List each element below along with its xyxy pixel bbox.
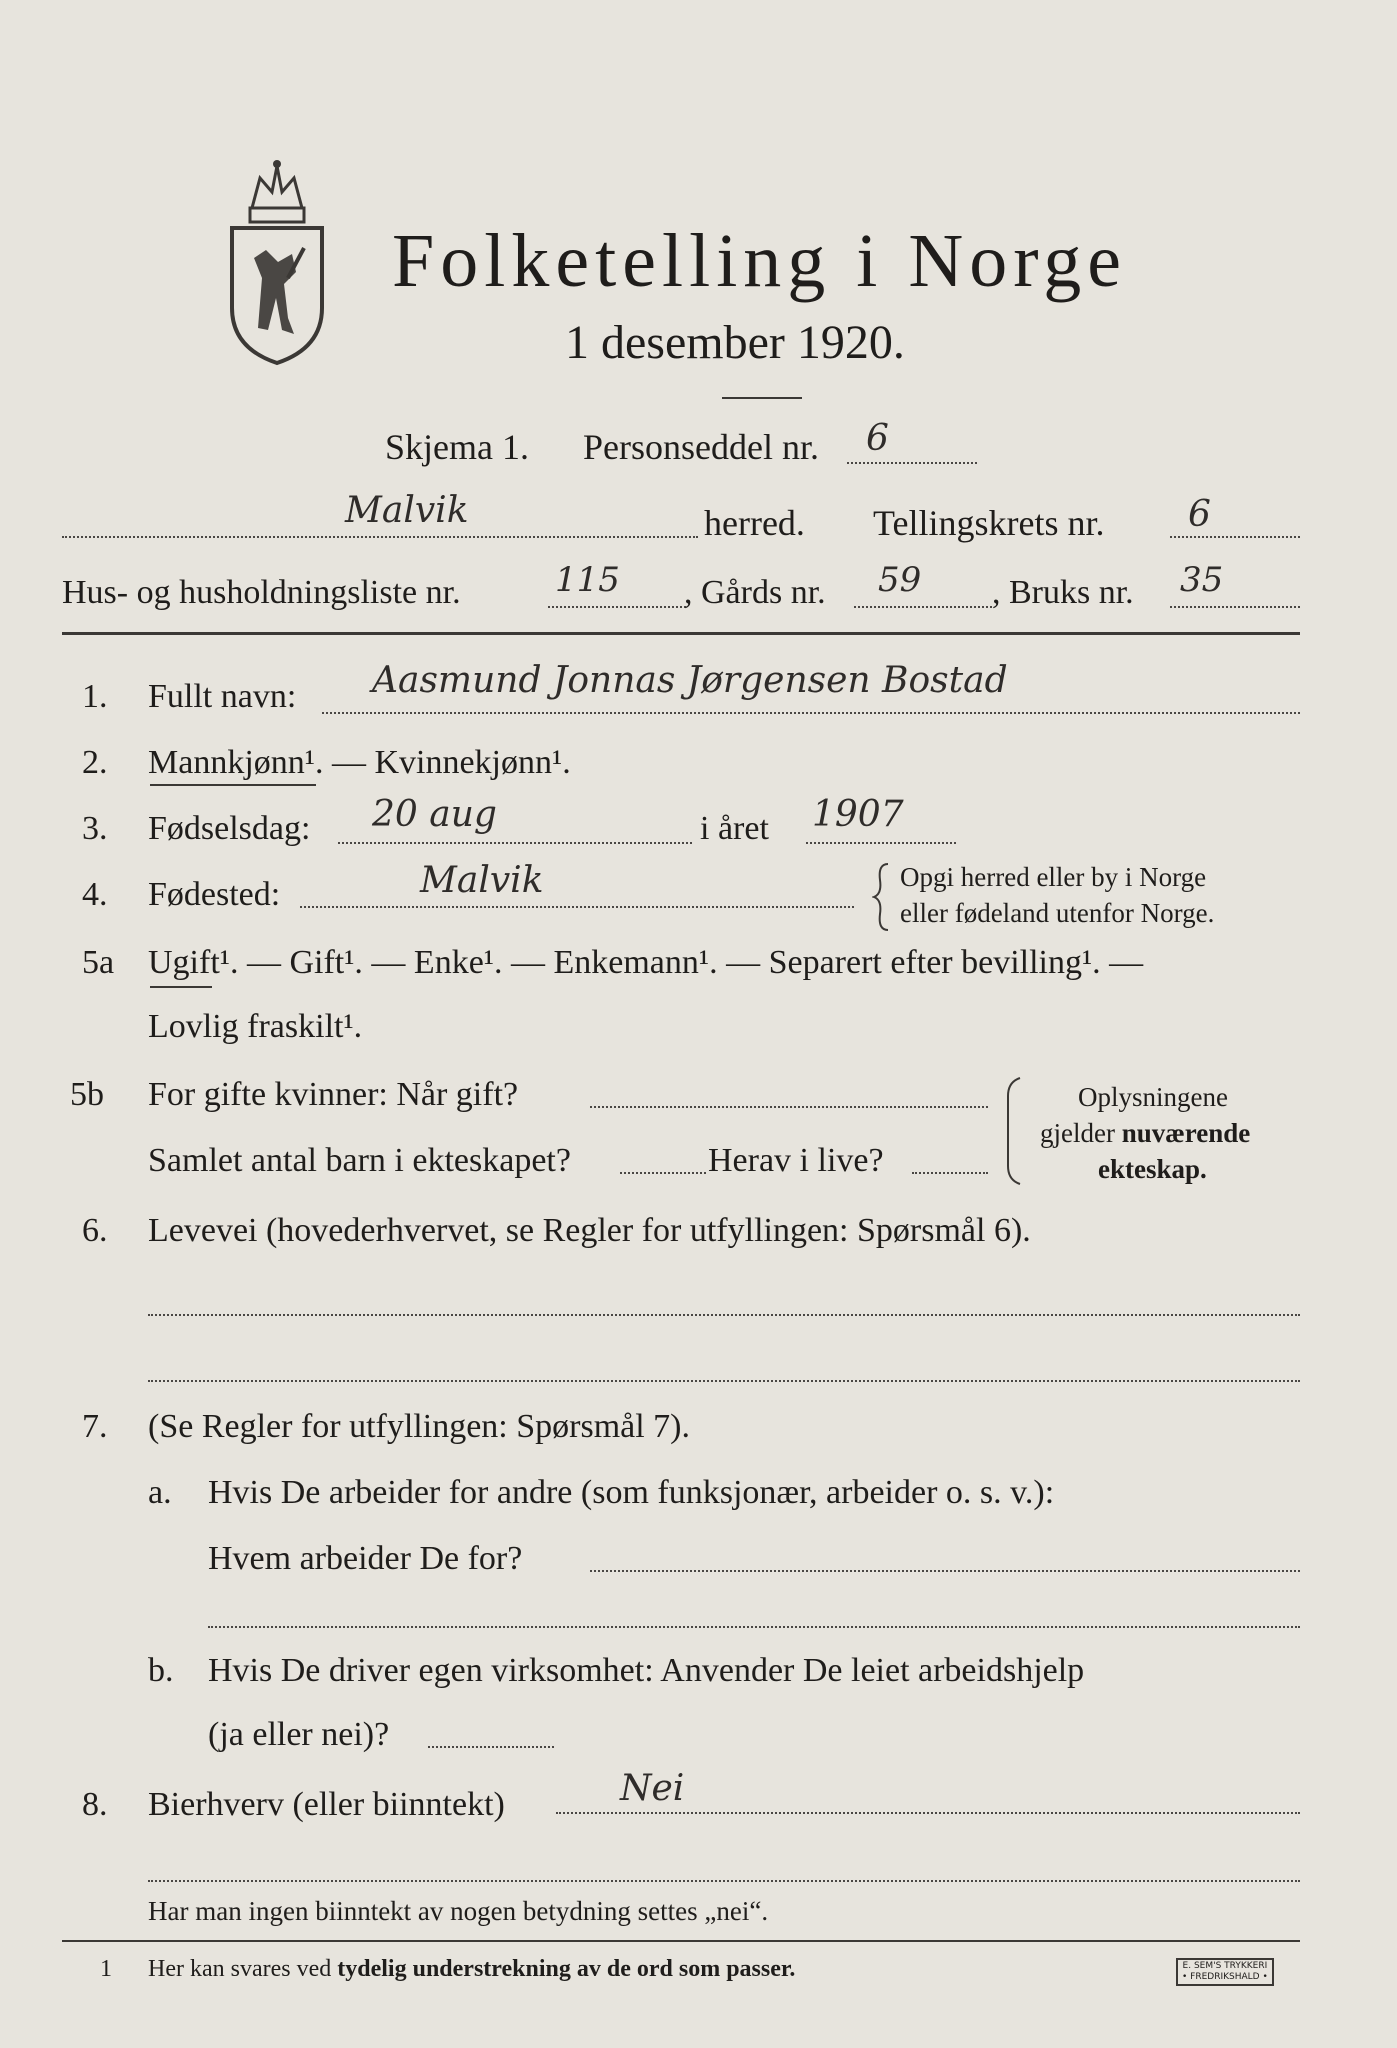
footer-note: Har man ingen biinntekt av nogen betydning settes „nei“. (148, 1896, 769, 1926)
q5b-note-line1: Oplysningene (1078, 1082, 1228, 1112)
q2-underline (150, 784, 316, 786)
hus-value: 115 (555, 560, 620, 600)
q7b-number: b. (148, 1652, 174, 1689)
q5b-note-line2-b: nuværende (1121, 1118, 1251, 1148)
personseddel-line (847, 462, 977, 464)
tellingskrets-line (1170, 536, 1300, 538)
q4-brace-icon (872, 862, 892, 932)
header-separator (62, 632, 1300, 635)
q5b-line2a: Samlet antal barn i ekteskapet? (148, 1142, 571, 1179)
q4-line (300, 906, 854, 908)
q3-number: 3. (82, 810, 108, 847)
q1-value: Aasmund Jonnas Jørgensen Bostad (372, 660, 1008, 701)
schema-label: Skjema 1. (385, 427, 529, 467)
herred-line (62, 536, 698, 538)
q5a-underline (150, 986, 212, 988)
q8-line (556, 1812, 1300, 1814)
footnote-number: 1 (100, 1956, 112, 1982)
q8-value: Nei (620, 1768, 685, 1809)
q4-note-line2: eller fødeland utenfor Norge. (900, 898, 1215, 928)
q4-label: Fødested: (148, 876, 281, 913)
gards-value: 59 (878, 560, 922, 600)
gards-label: , Gårds nr. (684, 574, 826, 611)
herred-label: herred. (704, 503, 805, 543)
footnote-separator (62, 1940, 1300, 1942)
bruks-label: , Bruks nr. (992, 574, 1134, 611)
q2-label: Mannkjønn¹. — Kvinnekjønn¹. (148, 744, 571, 781)
personseddel-value: 6 (866, 418, 889, 459)
q5b-note-line3: ekteskap. (1098, 1154, 1207, 1184)
q4-value: Malvik (420, 860, 544, 901)
q5a-number: 5a (82, 944, 115, 981)
herred-value: Malvik (345, 490, 469, 531)
q5a-line2: Lovlig fraskilt¹. (148, 1008, 363, 1045)
q1-number: 1. (82, 678, 108, 715)
q7a-line-extra (208, 1626, 1300, 1628)
q6-line2 (148, 1380, 1300, 1382)
q7b-line2: (ja eller nei)? (208, 1716, 390, 1753)
q7b-line1: Hvis De driver egen virksomhet: Anvender De leiet arbeidshjelp (208, 1652, 1085, 1689)
personseddel-label: Personseddel nr. (583, 427, 819, 467)
q5b-number: 5b (70, 1076, 104, 1113)
gards-line (854, 606, 992, 608)
printer-stamp (1176, 1958, 1274, 1986)
q8-label: Bierhverv (eller biinntekt) (148, 1786, 505, 1823)
q5b-note-line2 (1040, 1118, 1250, 1149)
q7a-number: a. (148, 1474, 172, 1511)
footnote-text-b: tydelig understrekning av de ord som passer. (337, 1956, 796, 1982)
q3-year-label: i året (700, 810, 769, 847)
q5b-bracket-icon (1004, 1076, 1024, 1186)
q5b-line2b: Herav i live? (708, 1142, 884, 1179)
q7-label: (Se Regler for utfyllingen: Spørsmål 7). (148, 1408, 691, 1445)
printer-stamp-line2: • FREDRIKSHALD • (1182, 1972, 1268, 1982)
q7a-line (590, 1570, 1300, 1572)
footnote-text-a: Her kan svares ved (148, 1956, 338, 1982)
printer-stamp-line1: E. SEM'S TRYKKERI (1182, 1961, 1268, 1971)
q1-label: Fullt navn: (148, 678, 297, 715)
q5b-barn-line (620, 1172, 706, 1174)
tellingskrets-value: 6 (1188, 494, 1211, 535)
q4-number: 4. (82, 876, 108, 913)
q7-number: 7. (82, 1408, 108, 1445)
q6-number: 6. (82, 1212, 108, 1249)
q5b-note-line2-a: gjelder (1040, 1118, 1122, 1148)
bruks-line (1170, 606, 1300, 608)
q5b-line1: For gifte kvinner: Når gift? (148, 1076, 519, 1113)
q2-number: 2. (82, 744, 108, 781)
q4-note-line1: Opgi herred eller by i Norge (900, 862, 1207, 892)
hus-line (548, 606, 686, 608)
q7b-line (428, 1746, 554, 1748)
title-divider (722, 397, 802, 399)
q3-label: Fødselsdag: (148, 810, 311, 847)
form-title: Folketelling i Norge (392, 219, 1127, 303)
q3-line (338, 842, 692, 844)
q5b-gift-line (590, 1106, 988, 1108)
norwegian-coat-of-arms-icon (222, 158, 332, 368)
footnote-text (148, 1956, 795, 1983)
tellingskrets-label: Tellingskrets nr. (873, 503, 1105, 543)
q8-number: 8. (82, 1786, 108, 1823)
q3-year-value: 1907 (812, 794, 904, 835)
q5a-line1: Ugift¹. — Gift¹. — Enke¹. — Enkemann¹. — Separert efter bevilling¹. — (148, 944, 1144, 981)
q6-label: Levevei (hovederhvervet, se Regler for utfyllingen: Spørsmål 6). (148, 1212, 1031, 1249)
q8-line-extra (148, 1880, 1300, 1882)
bruks-value: 35 (1180, 560, 1224, 600)
q7a-line2: Hvem arbeider De for? (208, 1540, 523, 1577)
q7a-line1: Hvis De arbeider for andre (som funksjonær, arbeider o. s. v.): (208, 1474, 1055, 1511)
q3-year-line (806, 842, 956, 844)
census-date: 1 desember 1920. (565, 316, 905, 369)
q1-line (322, 712, 1300, 714)
q6-line1 (148, 1314, 1300, 1316)
hus-label: Hus- og husholdningsliste nr. (62, 574, 461, 611)
q5b-live-line (912, 1172, 988, 1174)
q3-value: 20 aug (372, 794, 497, 835)
